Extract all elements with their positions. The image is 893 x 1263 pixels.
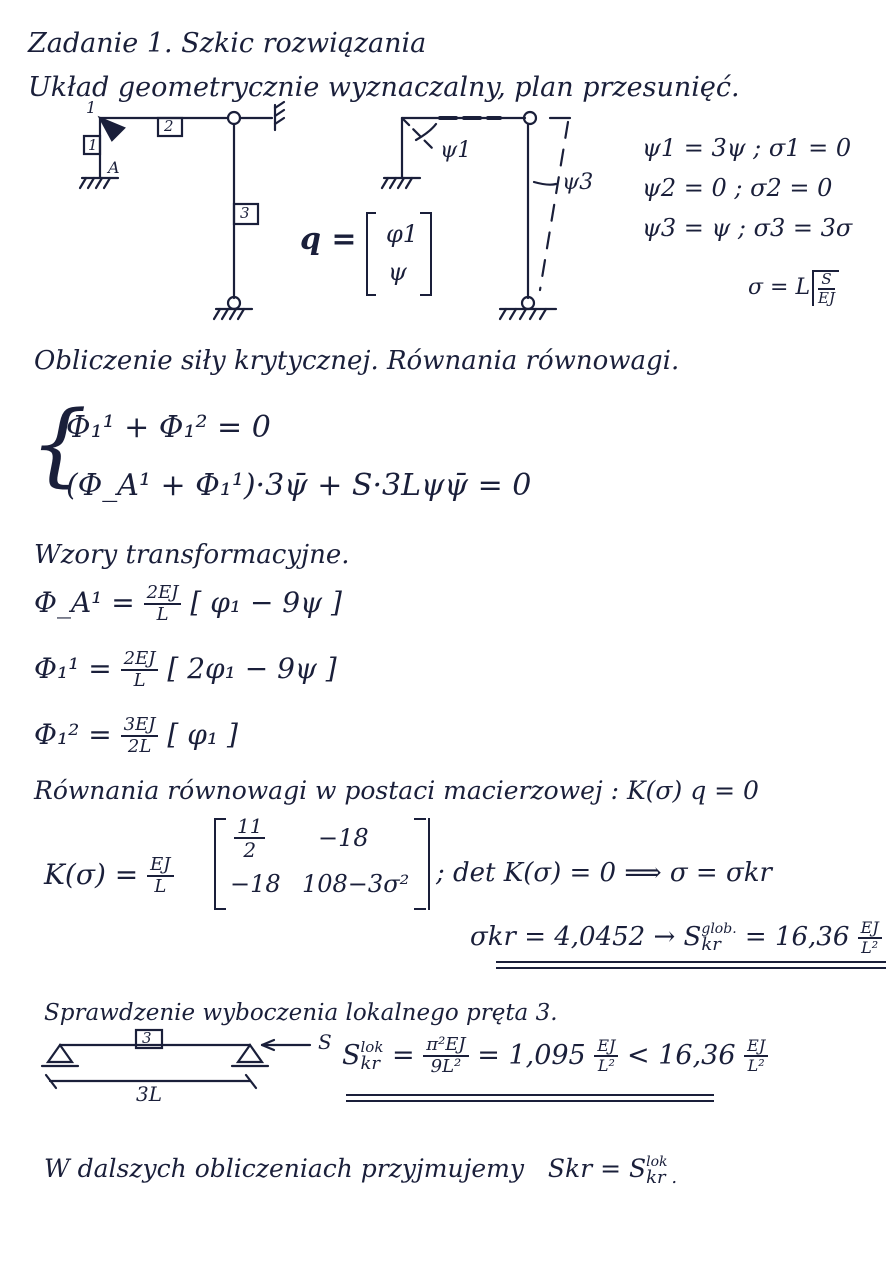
q-row-2: ψ xyxy=(388,258,407,286)
equilibrium-eq-2: (Φ_A¹ + Φ₁¹)·3ψ̄ + S·3Lψψ̄ = 0 xyxy=(66,468,532,503)
local-double-underline xyxy=(346,1094,714,1102)
local-critical-formula: S lok kr = $\frac{\text{π²EJ}}{\text{9L²}}$ = 1,095 $\frac{EJ}{\text{L²}}$ < 16,36 $\frac{EJ}{\text{L²}}$ xyxy=(342,1036,768,1077)
matrix-title: Równania równowagi w postaci macierzowej : K(σ) q = 0 xyxy=(34,776,759,805)
bar-label-3: 3 xyxy=(240,204,250,222)
f2-rhs: [ 2φ₁ − 9ψ ] xyxy=(167,651,337,685)
transform-formula-1 xyxy=(34,584,342,625)
f3-lhs: Φ₁² = xyxy=(34,717,112,751)
f1-lhs: Φ_A¹ = xyxy=(34,585,135,619)
result-double-underline xyxy=(496,961,886,969)
node-label: 1 xyxy=(86,98,97,117)
conclusion-lhs: Skr = xyxy=(547,1154,622,1183)
relation-2: ψ2 = 0 ; σ2 = 0 xyxy=(642,174,833,202)
sigma-num: S xyxy=(818,272,835,290)
heading: Zadanie 1. Szkic rozwiązania xyxy=(28,28,427,59)
matrix-m22: 108−3σ² xyxy=(302,870,410,898)
conclusion xyxy=(44,1154,677,1187)
s-glob-unit-num: EJ xyxy=(858,920,882,939)
local-frac-den: 9L² xyxy=(430,1055,462,1077)
conclusion-sup: lok xyxy=(646,1153,668,1170)
transform-formula-3 xyxy=(34,716,238,757)
matrix-m11 xyxy=(234,816,265,861)
m-bracket-tl xyxy=(214,818,226,820)
conclusion-s: S xyxy=(629,1154,647,1183)
conclusion-text: W dalszych obliczeniach przyjmujemy xyxy=(44,1154,524,1183)
s-lok-sub: kr xyxy=(360,1052,381,1074)
m11-den: 2 xyxy=(243,838,257,862)
q-bracket-br xyxy=(420,294,430,296)
cmp-unit-num: EJ xyxy=(744,1038,768,1057)
f1-num: 2EJ xyxy=(144,584,182,605)
q-bracket-tl xyxy=(366,212,376,214)
s-lok-sup: lok xyxy=(360,1037,384,1056)
transform-formula-2 xyxy=(34,650,337,691)
m-bracket-br xyxy=(414,908,426,910)
local-unit-num: EJ xyxy=(594,1038,618,1057)
s-glob-value: = 16,36 xyxy=(744,922,850,953)
system-brace: { xyxy=(30,392,88,497)
f2-den: L xyxy=(133,669,146,691)
sigma-den: EJ xyxy=(818,288,836,307)
bar-label-2: 2 xyxy=(164,117,174,135)
f3-num: 3EJ xyxy=(121,716,159,737)
q-bracket-bl xyxy=(366,294,376,296)
critical-title: Obliczenie siły krytycznej. Równania równowagi. xyxy=(34,346,680,376)
sigma-def-lhs: σ = L xyxy=(748,275,811,301)
m-bracket-bl xyxy=(214,908,226,910)
q-bracket-tr xyxy=(420,212,430,214)
local-force-label: S xyxy=(318,1030,332,1054)
f3-den: 2L xyxy=(127,735,152,757)
q-vector xyxy=(300,222,357,257)
sigma-definition xyxy=(748,270,839,306)
psi3-label: ψ3 xyxy=(562,170,594,195)
k-sigma-label: K(σ) = xyxy=(44,857,139,891)
m11-num: 11 xyxy=(234,816,265,839)
s-glob-unit-den: L² xyxy=(861,937,879,957)
f2-lhs: Φ₁¹ = xyxy=(34,651,112,685)
cmp-unit-den: L² xyxy=(747,1055,765,1075)
matrix-m21: −18 xyxy=(230,870,281,898)
sigma-kr-result xyxy=(470,920,882,956)
matrix-coef-den: L xyxy=(154,875,167,897)
s-glob-sub: kr xyxy=(701,934,721,956)
s-lok-main: S xyxy=(342,1039,361,1071)
local-length-label: 3L xyxy=(136,1082,163,1106)
sigma-kr-text: σkr = 4,0452 → S xyxy=(470,922,702,953)
transform-title: Wzory transformacyjne. xyxy=(34,540,350,570)
relation-1: ψ1 = 3ψ ; σ1 = 0 xyxy=(642,134,852,162)
f1-den: L xyxy=(156,603,169,625)
local-compare: < 16,36 xyxy=(627,1039,736,1071)
s-glob-sup: glob. xyxy=(701,921,737,938)
local-title: Sprawdzenie wyboczenia lokalnego pręta 3. xyxy=(44,1000,558,1026)
bar-label-1: 1 xyxy=(88,136,98,154)
q-row-1: φ1 xyxy=(386,220,419,248)
m-bracket-tr xyxy=(414,818,426,820)
matrix-m12: −18 xyxy=(318,824,369,852)
psi1-label: ψ1 xyxy=(440,138,472,163)
local-unit-den: L² xyxy=(597,1055,615,1075)
q-vector-lhs: q = xyxy=(300,222,357,257)
f2-num: 2EJ xyxy=(121,650,159,671)
conclusion-sub: kr . xyxy=(646,1166,678,1188)
subheading: Układ geometrycznie wyznaczalny, plan przesunięć. xyxy=(28,72,740,103)
matrix-coef-num: EJ xyxy=(147,856,173,877)
matrix-lhs xyxy=(44,856,174,897)
local-frac-num: π²EJ xyxy=(423,1036,468,1057)
f3-rhs: [ φ₁ ] xyxy=(167,717,238,751)
f1-rhs: [ φ₁ − 9ψ ] xyxy=(190,585,342,619)
local-value: = 1,095 xyxy=(477,1039,586,1071)
support-label: A xyxy=(108,158,120,177)
local-bar-label: 3 xyxy=(142,1029,152,1047)
det-condition: ; det K(σ) = 0 ⟹ σ = σkr xyxy=(436,858,772,888)
equilibrium-eq-1: Φ₁¹ + Φ₁² = 0 xyxy=(66,410,271,445)
relation-3: ψ3 = ψ ; σ3 = 3σ xyxy=(642,214,853,242)
